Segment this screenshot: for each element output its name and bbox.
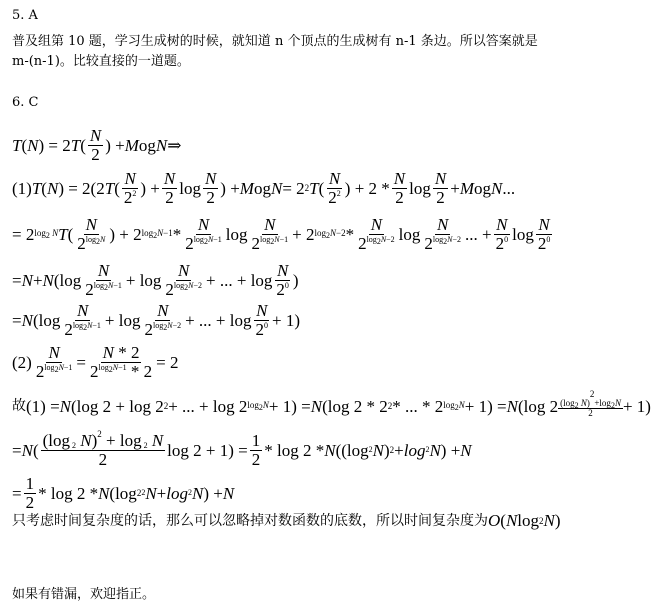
equation-row-1: T ( N ) = 2 T ( $\frac{N}{2}$ ) + M og N ⇒ — [12, 126, 182, 164]
conclusion-text: 只考虑时间复杂度的话，那么可以忽略掉对数函数的底数，所以时间复杂度为 — [12, 512, 488, 529]
equation-row-5: = N (log $\frac{N}{2^{log_2N-1}}$ + log $\frac{N}{2^{log_2N-2}}$ + ... + log $\frac{N}{2^0}$ + 1) — [12, 301, 300, 339]
q5-line1: 普及组第 10 题，学习生成树的时候，就知道 n 个顶点的生成树有 n-1 条边。所以答案就是 — [12, 34, 538, 49]
equation-row-2: (1) T ( N ) = 2(2 T ( $\frac{N}{2^2}$ ) + $\frac{N}{2}$ log $\frac{N}{2}$ ) + M og N = 2 2 T ( $\frac{N}{2^2}$ ) + 2 * $\frac{N}{2}$ log $\frac{N}{2}$ + M og N ... — [12, 169, 516, 207]
equation-row-4: = N + N (log $\frac{N}{2^{log_2N-1}}$ + log $\frac{N}{2^{log_2N-2}}$ + ... + log $\frac{N}{2^0}$ ) — [12, 261, 299, 299]
q5-line2: m-(n-1)。比较直接的一道题。 — [12, 54, 190, 69]
equation-row-7: 故 (1) = N (log 2 + log 2 2 + ... + log 2 $\log_2N$ + 1) = N (log 2 * 2 2 * ... * 2 $\log_2N$ + 1) = N (log 2 ($\log_2$ $N)^2+\log_2N$ 2 + 1) — [12, 389, 651, 418]
footer-note: 如果有错漏，欢迎指正。 — [12, 587, 156, 602]
conclusion-line: 只考虑时间复杂度的话，那么可以忽略掉对数函数的底数，所以时间复杂度为 O ( N log 2 N ) — [12, 511, 561, 530]
equation-row-6: (2) $\frac{N}{2^{log_2N-1}}$ = $\frac{N * 2}{2^{log_2N-1} * 2}$ = 2 — [12, 343, 179, 381]
equation-row-8: = N ( $\frac{(\log _2 N)^2 + \log _2 N}{2}$ log 2 + 1) = $\frac{1}{2}$ * log 2 * N ((log 2 N ) 2 + log 2 N ) + N — [12, 429, 472, 469]
equation-row-3: = 2 $\log_2 N$ T ( $\frac{N}{2^{log_2N}}$ ) + 2 $\log_2N-1$ * $\frac{N}{2^{log_2N-1}}$ log $\frac{N}{2^{log_2N-1}}$ + 2 $\log_2N-2$ * $\frac{N}{2^{log_2N-2}}$ log $\frac{N}{2^{log_2N-2}}$ ... + $\frac{N}{2^0}$ log $\frac{N}{2^0}$ — [12, 215, 551, 253]
equation-row-9: = $\frac{1}{2}$ * log 2 * N (log 2 2 N + log 2 N ) + N — [12, 474, 235, 512]
q6-header: 6. C — [12, 95, 39, 110]
q5-header: 5. A — [12, 8, 38, 23]
